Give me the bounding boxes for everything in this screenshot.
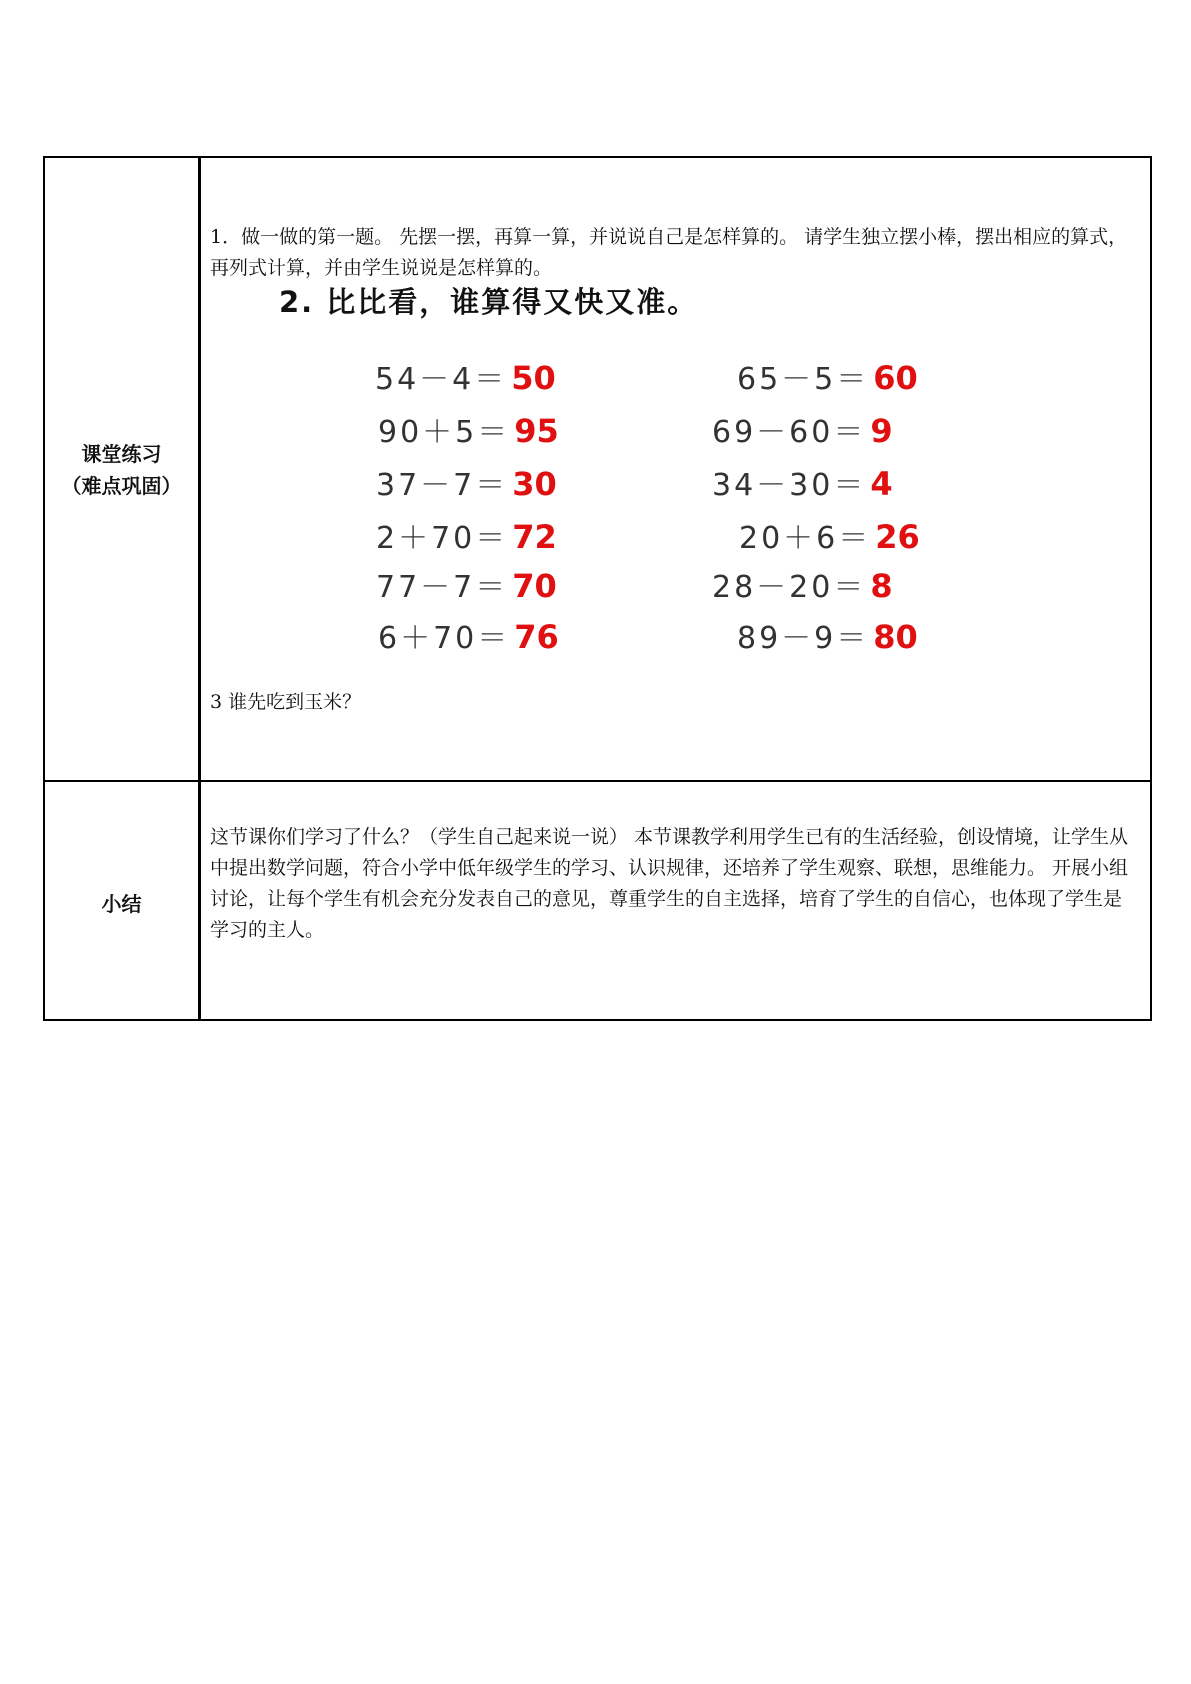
row-label-summary: 小结	[101, 892, 142, 916]
equation-expression: 54－4＝	[375, 362, 508, 397]
equation-row	[712, 407, 893, 450]
equation-answer: 80	[873, 618, 918, 656]
equation-answer: 50	[511, 359, 556, 397]
equation-expression: 89－9＝	[737, 621, 870, 656]
equation-answer: 72	[512, 518, 557, 556]
equation-answer: 95	[514, 412, 559, 450]
equation-row	[378, 613, 559, 656]
practice-item-2-title: 2. 比比看，谁算得又快又准。	[279, 285, 699, 319]
equation-answer: 76	[514, 618, 559, 656]
practice-label-line1: 课堂练习	[81, 442, 162, 466]
equation-expression: 2＋70＝	[376, 521, 509, 556]
column-divider	[198, 158, 201, 1019]
equation-expression: 65－5＝	[737, 362, 870, 397]
equation-expression: 20＋6＝	[739, 521, 872, 556]
equation-answer: 30	[512, 465, 557, 503]
equation-row	[739, 513, 920, 556]
equation-row	[378, 407, 559, 450]
equation-row	[375, 354, 556, 397]
equation-answer: 26	[875, 518, 920, 556]
equation-row	[376, 562, 557, 605]
equation-expression: 90＋5＝	[378, 415, 511, 450]
equation-expression: 6＋70＝	[378, 621, 511, 656]
equation-row	[737, 354, 918, 397]
equation-row	[376, 513, 557, 556]
equation-expression: 77－7＝	[376, 570, 509, 605]
equation-expression: 28－20＝	[712, 570, 867, 605]
practice-item-1: 1．做一做的第一题。 先摆一摆，再算一算，并说说自己是怎样算的。 请学生独立摆小棒，摆出相应的算式，再列式计算，并由学生说说是怎样算的。	[210, 226, 1128, 279]
summary-text: 这节课你们学习了什么？（学生自己起来说一说） 本节课教学利用学生已有的生活经验，创设情境，让学生从中提出数学问题，符合小学中低年级学生的学习、认识规律，还培养了学生观察、联想，思维能力。 开展小组讨论，让每个学生有机会充分发表自己的意见，尊重学生的自主选择，培育了学生的自信心，也体现了学生是学习的主人。	[210, 826, 1129, 941]
equation-answer: 4	[870, 465, 893, 503]
equation-row	[737, 613, 918, 656]
equation-row	[712, 460, 893, 503]
row-divider	[45, 780, 1150, 782]
equation-row	[376, 460, 557, 503]
equation-answer: 70	[512, 567, 557, 605]
equation-answer: 60	[873, 359, 918, 397]
equation-expression: 69－60＝	[712, 415, 867, 450]
row-label-practice	[45, 438, 198, 502]
lesson-table	[43, 156, 1152, 1021]
practice-label-line2: （难点巩固）	[61, 474, 182, 498]
equation-answer: 8	[870, 567, 893, 605]
equation-expression: 34－30＝	[712, 468, 867, 503]
equation-answer: 9	[870, 412, 893, 450]
equation-row	[712, 562, 893, 605]
equation-expression: 37－7＝	[376, 468, 509, 503]
practice-item-3: 3 谁先吃到玉米？	[210, 691, 362, 713]
